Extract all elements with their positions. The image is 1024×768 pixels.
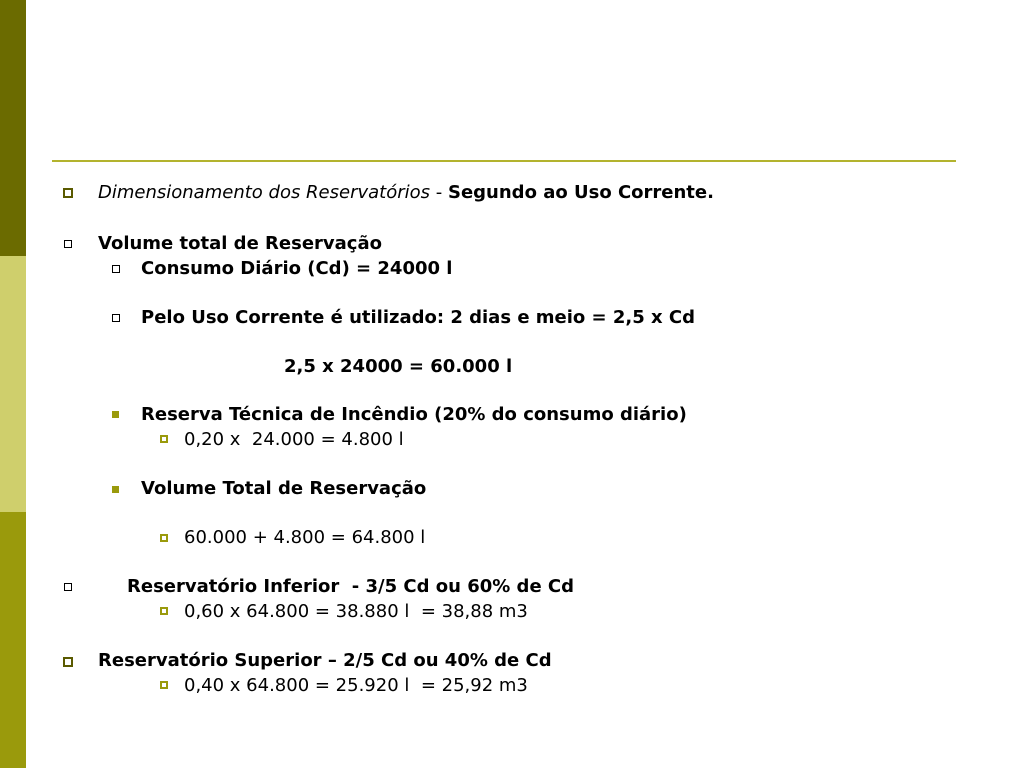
square-bullet-icon (112, 314, 120, 322)
list-item: Consumo Diário (Cd) = 24000 l (141, 258, 453, 279)
heading-dash: - (430, 182, 448, 203)
heading-line (98, 182, 714, 204)
solid-bullet-icon (112, 411, 119, 418)
list-item: Reservatório Inferior - 3/5 Cd ou 60% de Cd (127, 576, 575, 597)
list-item: 0,60 x 64.800 = 38.880 l = 38,88 m3 (184, 601, 528, 622)
square-bullet-icon (160, 607, 168, 615)
square-bullet-icon (112, 265, 120, 273)
list-item: 60.000 + 4.800 = 64.800 l (184, 527, 426, 548)
sidebar-decoration (0, 0, 26, 768)
list-item: Reservatório Superior – 2/5 Cd ou 40% de Cd (98, 650, 552, 671)
sidebar-segment-top (0, 0, 26, 256)
list-item: 0,20 x 24.000 = 4.800 l (184, 429, 404, 450)
square-bullet-icon (160, 534, 168, 542)
square-bullet-icon (64, 240, 72, 248)
square-bullet-icon (64, 583, 72, 591)
sidebar-segment-middle (0, 256, 26, 512)
calculation-line: 2,5 x 24000 = 60.000 l (284, 356, 513, 377)
list-item: Pelo Uso Corrente é utilizado: 2 dias e meio = 2,5 x Cd (141, 307, 696, 328)
list-item: Volume Total de Reservação (141, 478, 427, 499)
square-bullet-icon (63, 657, 73, 667)
solid-bullet-icon (112, 486, 119, 493)
square-bullet-icon (160, 435, 168, 443)
sidebar-segment-bottom (0, 512, 26, 768)
square-bullet-icon (63, 188, 73, 198)
heading-italic: Dimensionamento dos Reservatórios (98, 182, 431, 203)
list-item: Volume total de Reservação (98, 233, 382, 254)
list-item: Reserva Técnica de Incêndio (20% do consumo diário) (141, 404, 687, 425)
title-divider (52, 160, 956, 162)
heading-bold: Segundo ao Uso Corrente. (448, 182, 714, 203)
square-bullet-icon (160, 681, 168, 689)
list-item: 0,40 x 64.800 = 25.920 l = 25,92 m3 (184, 675, 528, 696)
